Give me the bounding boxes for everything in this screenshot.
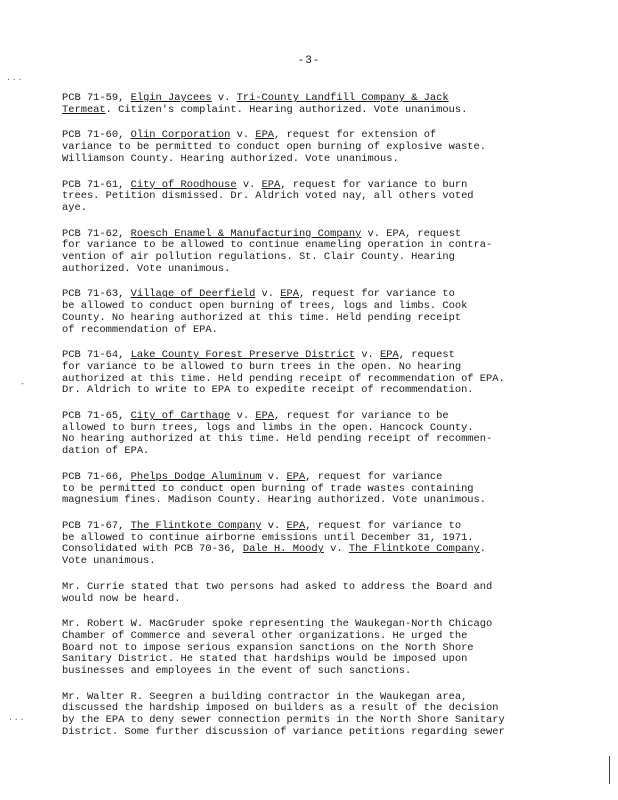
text-line	[62, 666, 562, 678]
page-number: -3-	[297, 55, 321, 67]
text-segment: v.	[355, 349, 381, 362]
text-segment: magnesium fines. Madison County. Hearing authorized. Vote unanimous.	[62, 494, 487, 507]
text-line	[62, 191, 562, 203]
text-line	[62, 556, 562, 568]
margin-mark: -	[20, 380, 26, 389]
text-segment: v.	[236, 178, 262, 191]
text-segment: allowed to burn trees, logs and limbs in the open. Hancock County.	[62, 421, 474, 434]
text-segment: vention of air pollution regulations. St. Clair County. Hearing	[62, 251, 455, 264]
text-segment: County. No hearing authorized at this time. Held pending receipt	[62, 311, 462, 324]
case-name: Phelps Dodge Aluminum	[130, 470, 262, 483]
text-segment: Sanitary District. He stated that hardships would be imposed upon	[62, 653, 468, 666]
scan-edge-mark	[609, 756, 610, 784]
text-segment: , request for variance to	[305, 519, 462, 532]
text-segment: dation of EPA.	[62, 445, 150, 458]
text-segment: for variance to be allowed to burn trees in the open. No hearing	[62, 360, 462, 373]
case-name: Lake County Forest Preserve District	[130, 349, 356, 362]
text-segment: Mr. Walter R. Seegren a building contractor in the Waukegan area,	[62, 690, 468, 703]
case-name: EPA	[380, 349, 399, 362]
text-segment: , request for variance to be	[274, 410, 449, 423]
case-name: Village of Deerfield	[130, 288, 256, 301]
case-name: EPA	[286, 519, 306, 532]
case-name: EPA	[255, 410, 275, 423]
text-segment: be allowed to continue airborne emissions until December 31, 1971.	[62, 531, 474, 544]
text-segment: District. Some further discussion of variance petitions regarding sewer	[62, 725, 505, 738]
text-segment: of recommendation of EPA.	[62, 323, 218, 336]
text-segment: Williamson County. Hearing authorized. Vote unanimous.	[62, 152, 399, 165]
text-segment: PCB 71-66,	[62, 470, 131, 483]
text-segment: PCB 71-65,	[62, 410, 131, 423]
text-segment: would now be heard.	[62, 592, 181, 605]
text-line	[62, 727, 562, 739]
case-name: City of Roodhouse	[130, 178, 237, 191]
text-segment: Chamber of Commerce and several other organizations. He urged the	[62, 629, 468, 642]
text-segment: PCB 71-61,	[62, 178, 131, 191]
text-line	[62, 325, 562, 337]
case-name: Olin Corporation	[130, 129, 231, 142]
case-name: EPA	[261, 178, 281, 191]
minutes-paragraph	[62, 93, 562, 116]
text-line	[62, 203, 562, 215]
text-segment: Board not to impose serious expansion sanctions on the North Shore	[62, 641, 474, 654]
text-segment: discussed the hardship imposed on builders as a result of the decision	[62, 702, 499, 715]
minutes-paragraph	[62, 289, 562, 336]
text-segment: Mr. Robert W. MacGruder spoke representing the Waukegan-North Chicago	[62, 618, 493, 631]
text-segment: Vote unanimous.	[62, 555, 156, 568]
text-segment: businesses and employees in the event of such sanctions.	[62, 665, 412, 678]
minutes-paragraph	[62, 582, 562, 605]
minutes-paragraph	[62, 180, 562, 215]
case-name: Dale H. Moody	[242, 543, 324, 556]
text-segment: v.	[261, 470, 287, 483]
text-segment: Mr. Currie stated that two persons had asked to address the Board and	[62, 580, 493, 593]
case-name: Roesch Enamel & Manufacturing Company	[130, 227, 362, 240]
minutes-paragraph	[62, 229, 562, 276]
text-segment: PCB 71-59,	[62, 92, 131, 104]
text-segment: .	[479, 543, 487, 556]
text-segment: v.	[230, 410, 256, 423]
minutes-paragraph	[62, 411, 562, 458]
text-line	[62, 495, 562, 507]
text-line	[62, 105, 562, 117]
text-segment: PCB 71-67,	[62, 519, 131, 532]
text-segment: v. EPA, request	[361, 227, 462, 240]
text-segment: No hearing authorized at this time. Held pending receipt of recommen-	[62, 433, 493, 446]
text-segment: PCB 71-62,	[62, 227, 131, 240]
text-line	[62, 446, 562, 458]
minutes-paragraph	[62, 521, 562, 568]
case-name: Termeat	[62, 103, 106, 116]
case-name: The Flintkote Company	[130, 519, 262, 532]
text-segment: v.	[261, 519, 287, 532]
text-segment: , request for extension of	[274, 129, 437, 142]
text-segment: trees. Petition dismissed. Dr. Aldrich voted nay, all others voted	[62, 190, 474, 203]
text-segment: for variance to be allowed to continue enameling operation in contra-	[62, 239, 493, 252]
case-name: Elgin Jaycees	[130, 92, 212, 104]
margin-mark: ...	[8, 714, 26, 723]
text-segment: by the EPA to deny sewer connection permits in the North Shore Sanitary	[62, 714, 505, 727]
text-segment: Dr. Aldrich to write to EPA to expedite receipt of recommendation.	[62, 384, 474, 397]
text-line	[62, 264, 562, 276]
case-name: City of Carthage	[130, 410, 231, 423]
text-segment: variance to be permitted to conduct open burning of explosive waste.	[62, 141, 487, 154]
margin-mark: ...	[6, 74, 24, 83]
case-name: EPA	[280, 288, 299, 301]
text-segment: PCB 71-64,	[62, 349, 131, 362]
text-segment: , request for variance	[305, 470, 443, 483]
text-line	[62, 594, 562, 606]
text-segment: authorized at this time. Held pending receipt of recommendation of EPA.	[62, 372, 505, 385]
text-segment: , request for variance to burn	[280, 178, 468, 191]
minutes-paragraph	[62, 472, 562, 507]
case-name: EPA	[255, 129, 275, 142]
text-segment: authorized. Vote unanimous.	[62, 262, 231, 275]
text-segment: . Citizen's complaint. Hearing authorized. Vote unanimous.	[105, 103, 468, 116]
text-segment: PCB 71-60,	[62, 129, 131, 142]
text-segment: be allowed to conduct open burning of trees, logs and limbs. Cook	[62, 300, 468, 313]
text-line	[62, 385, 562, 397]
case-name: EPA	[286, 470, 306, 483]
case-name: The Flintkote Company	[348, 543, 480, 556]
case-name: Tri-County Landfill Company & Jack	[236, 92, 449, 104]
text-segment: to be permitted to conduct open burning of trade wastes containing	[62, 482, 474, 495]
minutes-paragraph	[62, 619, 562, 678]
text-segment: Consolidated with PCB 70-36,	[62, 543, 243, 556]
minutes-paragraph	[62, 692, 562, 739]
minutes-paragraph	[62, 130, 562, 165]
document-body	[62, 93, 562, 753]
minutes-paragraph	[62, 350, 562, 397]
text-segment: PCB 71-63,	[62, 288, 131, 301]
text-segment: v.	[255, 288, 281, 301]
text-segment: v.	[230, 129, 256, 142]
text-segment: v.	[323, 543, 349, 556]
text-segment: , request	[398, 349, 455, 362]
text-segment: aye.	[62, 201, 87, 214]
text-segment: v.	[211, 92, 237, 104]
text-line	[62, 154, 562, 166]
text-segment: , request for variance to	[298, 288, 455, 301]
